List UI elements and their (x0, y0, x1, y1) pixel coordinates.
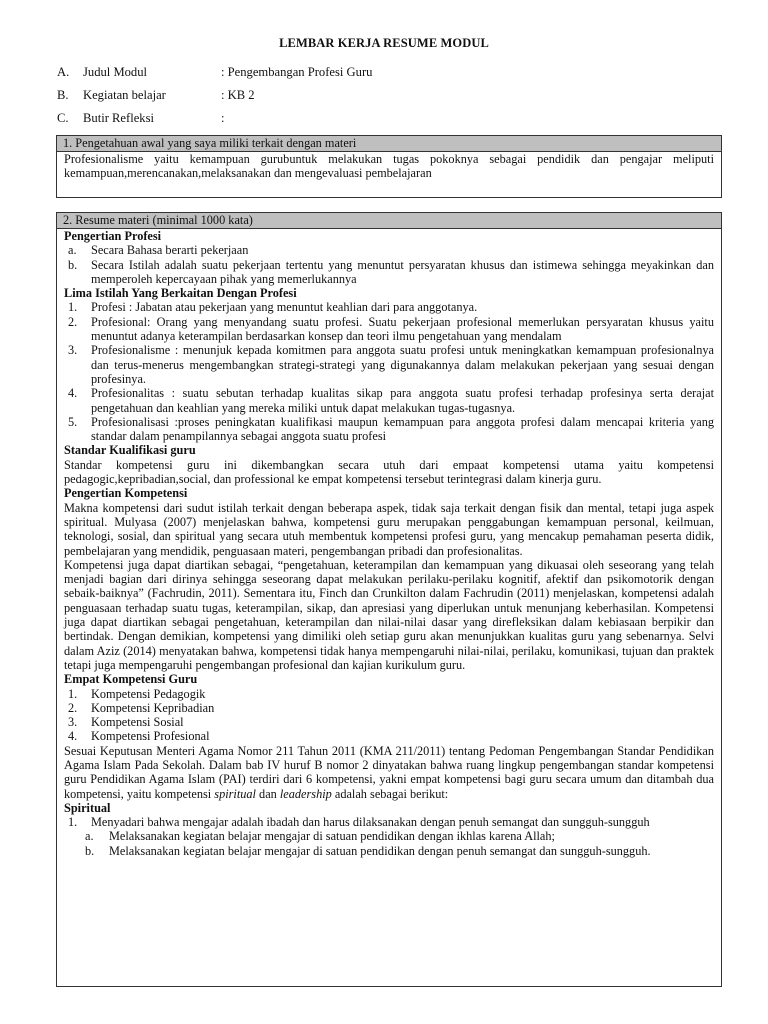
meta-letter: B. (57, 88, 69, 102)
list-item: 3. Kompetensi Sosial (68, 715, 184, 730)
section-pengetahuan-awal (56, 135, 722, 198)
meta-value: : KB 2 (221, 88, 255, 102)
heading-lima-istilah: Lima Istilah Yang Berkaitan Dengan Profesi (64, 286, 297, 301)
list-item: 4. Profesionalitas : suatu sebutan terhadap kualitas sikap para anggota suatu profesi terhadap profesinya serta derajat pengetahuan dan keahlian yang mereka miliki untuk dapat melakukan tugas-tugasnya. (68, 386, 714, 415)
heading-pengertian-kompetensi: Pengertian Kompetensi (64, 486, 188, 501)
meta-key: Judul Modul (83, 65, 148, 79)
list-item: 5. Profesionalisasi :proses peningkatan kualifikasi maupun kemampuan para anggota profesi dalam mencapai kriteria yang standar dalam penampilannya sebagai anggota suatu profesi (68, 414, 714, 444)
section-text: Profesionalisme yaitu kemampuan gurubuntuk melakukan tugas pokoknya sebagai pendidik dan pengajar meliputi kemampuan,merencanakan,melaksanakan dan mengevaluasi pembelajaran (64, 152, 714, 181)
meta-value: : Pengembangan Profesi Guru (221, 65, 373, 79)
list-item: 2. Profesional: Orang yang menyandang suatu profesi. Suatu pekerjaan profesional memerlukan persyaratan khusus yaitu menuntut adanya keterampilan berdasarkan konsep dan teori ilmu pengetahuan yang mendalam (68, 314, 714, 344)
meta-letter: C. (57, 111, 69, 125)
heading-empat-kompetensi: Empat Kompetensi Guru (64, 672, 198, 687)
section-header: 2. Resume materi (minimal 1000 kata) (57, 213, 721, 229)
heading-spiritual: Spiritual (64, 800, 111, 815)
meta-value: : (221, 111, 225, 125)
list-item: 1. Menyadari bahwa mengajar adalah ibadah dan harus dilaksanakan dengan penuh semangat dan sungguh-sungguh (68, 815, 650, 830)
list-item: 1. Kompetensi Pedagogik (68, 686, 206, 701)
meta-key: Butir Refleksi (83, 111, 155, 125)
heading-standar-kualifikasi: Standar Kualifikasi guru (64, 443, 196, 458)
section-header: 1. Pengetahuan awal yang saya miliki terkait dengan materi (57, 136, 721, 152)
paragraph: Kompetensi juga dapat diartikan sebagai, “pengetahuan, keterampilan dan kemampuan yang dikuasai oleh seseorang yang telah menjadi bagian dari dirinya sehingga seseorang dapat melakukan perilaku-perilaku kognitif, afektif dan psikomotorik dengan sebaik-baiknya” (Fachrudin, 2011). Sementara itu, Finch dan Crunkilton dalam Fachrudin (2011) menjelaskan, kompetensi adalah penguasaan terhadap suatu tugas, keterampilan, sikap, dan apresiasi yang diperlukan untuk menunjang keberhasilan. Kompetensi juga dapat diartikan sebagai pengetahuan, keterampilan dan nilai-nilai dasar yang direfleksikan dalam kebiasaan berpikir dan bertindak. Dengan demikian, kompetensi yang dimiliki oleh setiap guru akan menunjukkan kualitas guru yang sebenarnya. Selvi dalam Aziz (2014) menyatakan bahwa, kompetensi tidak hanya mempengaruhi nilai-nilai, perilaku, komunikasi, tujuan dan praktek tetapi juga mempengaruhi pengembangan profesional dan kajian kurikulum guru. (64, 557, 714, 672)
list-item: 4. Kompetensi Profesional (68, 729, 210, 744)
meta-letter: A. (57, 65, 70, 79)
list-item: 3. Profesionalisme : menunjuk kepada komitmen para anggota suatu profesi untuk meningkatkan kemampuan profesionalnya dan terus-menerus mengembangkan strategi-strategi yang digunakannya dalam melakukan pekerjaan yang sesuai dengan profesinya. (68, 343, 714, 386)
section-resume-materi (56, 212, 722, 987)
sub-list-item: a. Melaksanakan kegiatan belajar mengajar di satuan pendidikan dengan ikhlas karena Allah; (85, 829, 555, 844)
paragraph: Standar kompetensi guru ini dikembangkan secara utuh dari empaat kompetensi utama yaitu kompetensi pedagogic,kepribadian,social, dan professional ke empat kompetensi tersebut terintegrasi dalam kinerja guru. (64, 457, 714, 487)
list-item: 2. Kompetensi Kepribadian (68, 700, 215, 715)
paragraph: Makna kompetensi dari sudut istilah terkait dengan beberapa aspek, tidak saja terkait dengan fisik dan mental, tetapi juga aspek spiritual. Mulyasa (2007) menjelaskan bahwa, kompetensi guru merupakan penggabungan kemampuan personal, keilmuan, teknologi, sosial, dan spiritual yang secara utuh membentuk kompetensi profesi guru, yang mencakup pemahaman peserta didik, pembelajaran yang mendidik, penguasaan materi, pengembangan pribadi dan profesionalitas. (64, 500, 714, 558)
meta-key: Kegiatan belajar (83, 88, 166, 102)
list-item: b. Secara Istilah adalah suatu pekerjaan tertentu yang menuntut persyaratan khusus dan istimewa sehingga meyakinkan dan memperoleh kepercayaan pihak yang memerlukannya (68, 257, 714, 286)
list-item: a. Secara Bahasa berarti pekerjaan (68, 243, 249, 258)
list-item: 1. Profesi : Jabatan atau pekerjaan yang menuntut keahlian dari para anggotanya. (68, 300, 478, 315)
heading-pengertian-profesi: Pengertian Profesi (64, 229, 162, 243)
sub-list-item: b. Melaksanakan kegiatan belajar mengajar di satuan pendidikan dengan penuh semangat dan sungguh-sungguh. (85, 843, 651, 858)
paragraph-kma: Sesuai Keputusan Menteri Agama Nomor 211 Tahun 2011 (KMA 211/2011) tentang Pedoman Pengembangan Standar Pendidikan Agama Islam Pada Sekolah. Dalam bab IV huruf B nomor 2 dinyatakan bahwa ruang lingkup pengembangan standar kompetensi guru Pendidikan Agama Islam (PAI) terdiri dari 6 kompetensi, yakni empat kompetensi bagi guru secara umum dan ditambah dua kompetensi, yaitu kompetensi spiritual dan leadership adalah sebagai berikut: (64, 743, 714, 801)
section-body (57, 229, 721, 858)
page-title: LEMBAR KERJA RESUME MODUL (279, 36, 489, 50)
